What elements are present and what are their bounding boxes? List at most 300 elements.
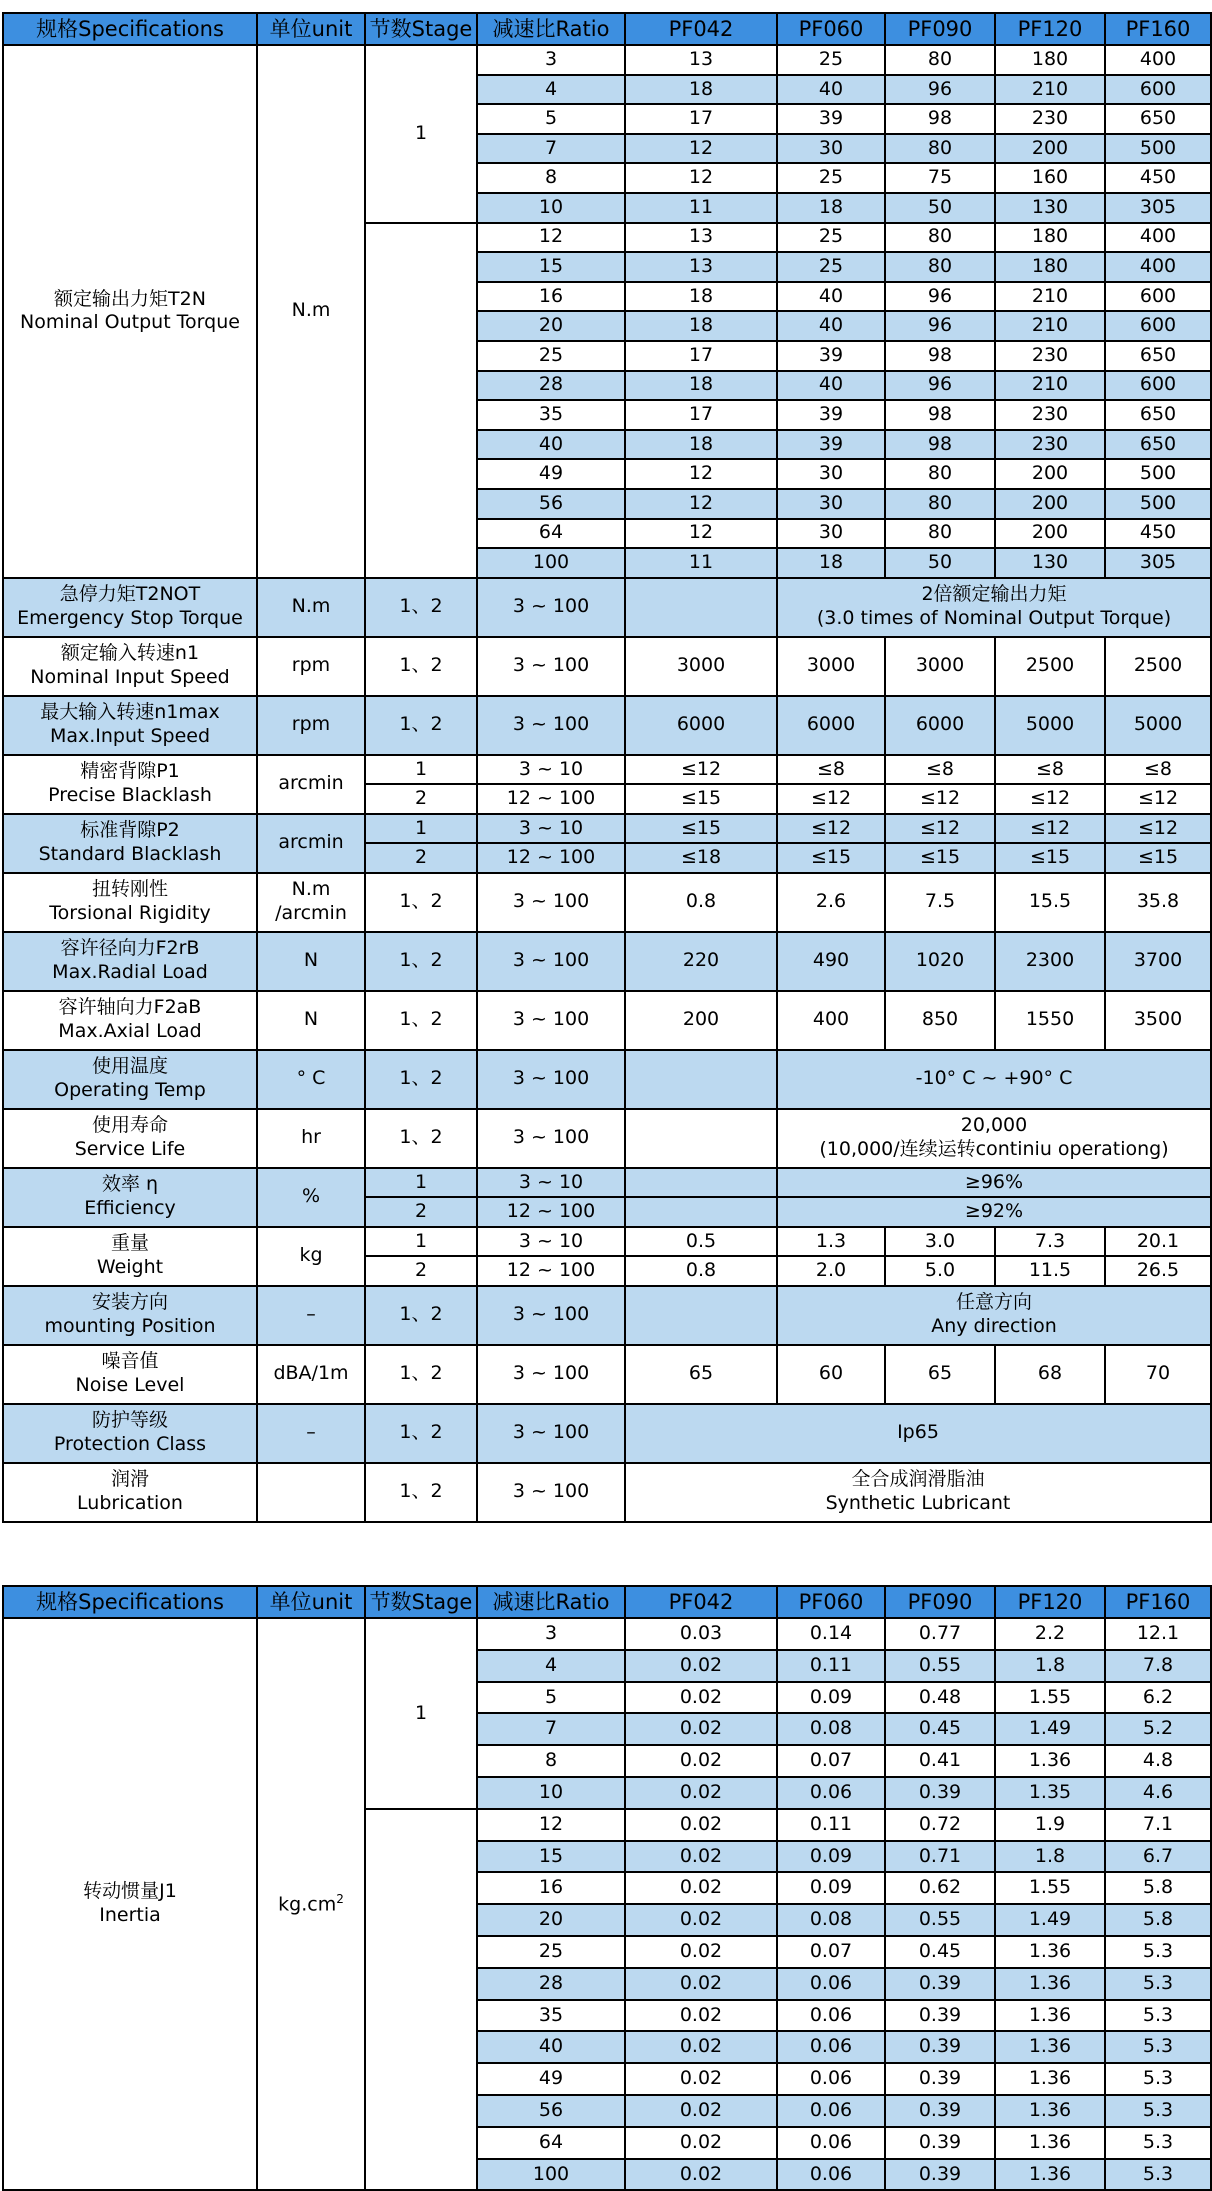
value-cell: 70 [1105,1345,1211,1404]
ratio-cell: 15 [477,252,625,282]
value-cell: 305 [1105,548,1211,578]
value-cell: 6000 [885,696,995,755]
value-cell: 12 [625,134,777,164]
value-cell: 0.39 [885,2127,995,2159]
ratio-cell: 64 [477,2127,625,2159]
value-cell-line: 全合成润滑脂油 [851,1468,985,1491]
value-cell: 0.39 [885,1777,995,1809]
value-cell: 25 [777,163,885,193]
table-row [3,1463,1211,1522]
value-cell: 75 [885,163,995,193]
ratio-cell: 3 [477,1618,625,1650]
value-cell: ≤12 [777,784,885,814]
value-cell: 0.39 [885,2159,995,2191]
value-cell [625,1286,777,1345]
spec-name-line: Efficiency [84,1197,176,1220]
value-cell: 1.36 [995,2031,1105,2063]
value-cell: ≤15 [777,843,885,873]
value-cell: 0.71 [885,1841,995,1873]
value-cell: 0.02 [625,2000,777,2032]
value-cell: 2.2 [995,1618,1105,1650]
value-cell: 4.8 [1105,1745,1211,1777]
value-cell: 210 [995,311,1105,341]
value-cell: ≤8 [777,755,885,785]
value-cell: 0.02 [625,1650,777,1682]
value-cell: 210 [995,282,1105,312]
value-cell-line: 任意方向 [955,1291,1032,1314]
value-cell: 130 [995,193,1105,223]
value-cell: 0.39 [885,2000,995,2032]
spec-name-line: Noise Level [75,1374,185,1397]
stage-cell: 1、2 [365,1109,477,1168]
value-cell: 0.39 [885,2031,995,2063]
value-cell: 3000 [625,637,777,696]
value-cell: 7.5 [885,873,995,932]
value-cell: 80 [885,489,995,519]
value-cell: 35.8 [1105,873,1211,932]
value-cell: 11 [625,548,777,578]
value-cell: 2.6 [777,873,885,932]
value-cell: 5000 [1105,696,1211,755]
spec-name-line: 转动惯量J1 [83,1880,177,1903]
value-cell: 200 [995,134,1105,164]
inertia-table [2,1585,1212,2191]
value-cell: 400 [777,991,885,1050]
ratio-cell: 3 [477,45,625,75]
ratio-cell: 4 [477,75,625,105]
spec-name [3,755,257,814]
unit-cell-line: /arcmin [275,902,347,925]
value-cell: 17 [625,341,777,371]
spec-name [3,578,257,637]
value-cell: 0.06 [777,1968,885,2000]
unit-cell: rpm [257,696,365,755]
value-cell [777,1109,1211,1168]
value-cell: 0.02 [625,1968,777,2000]
value-cell: 18 [625,430,777,460]
value-cell [625,578,777,637]
specifications-table [2,12,1212,1523]
ratio-cell: 15 [477,1841,625,1873]
value-cell: 30 [777,459,885,489]
value-cell: 18 [625,371,777,401]
table-row [3,1050,1211,1109]
stage-cell: 1、2 [365,1404,477,1463]
value-cell: 1.3 [777,1227,885,1257]
value-cell [625,1463,1211,1522]
ratio-cell: 20 [477,1904,625,1936]
value-cell: 0.8 [625,873,777,932]
value-cell: 6.2 [1105,1682,1211,1714]
header-ratio: 减速比Ratio [477,1586,625,1618]
value-cell: 6000 [625,696,777,755]
unit-cell [257,1618,365,2190]
value-cell [625,1168,777,1198]
spec-name [3,1227,257,1286]
value-cell: 220 [625,932,777,991]
unit-cell [257,1463,365,1522]
ratio-cell: 12 [477,223,625,253]
table-row [3,932,1211,991]
spec-name-line: 扭转刚性 [91,878,168,901]
ratio-cell: 40 [477,430,625,460]
value-cell: 1.36 [995,2063,1105,2095]
spec-name-line: Emergency Stop Torque [17,607,243,630]
value-cell: 1.9 [995,1809,1105,1841]
value-cell: 80 [885,459,995,489]
ratio-cell: 3 ~ 100 [477,1109,625,1168]
value-cell: 5000 [995,696,1105,755]
table-row [3,1404,1211,1463]
header-model: PF060 [777,13,885,45]
value-cell: 98 [885,430,995,460]
ratio-cell: 7 [477,1713,625,1745]
table-row [3,45,1211,75]
stage-cell: 1 [365,1618,477,1809]
value-cell [777,578,1211,637]
value-cell: 0.08 [777,1713,885,1745]
spec-name [3,1463,257,1522]
header-stage: 节数Stage [365,13,477,45]
ratio-cell: 3 ~ 100 [477,696,625,755]
table-row [3,1618,1211,1650]
value-cell: 17 [625,104,777,134]
table-row [3,1345,1211,1404]
value-cell: ≤15 [625,814,777,844]
value-cell: 1.36 [995,2159,1105,2191]
spec-name-line: Weight [96,1256,164,1279]
spec-name-line: Standard Blacklash [38,843,222,866]
value-cell: 96 [885,311,995,341]
ratio-cell: 7 [477,134,625,164]
value-cell: 650 [1105,430,1211,460]
value-cell: 0.55 [885,1904,995,1936]
spec-name-line: 容许径向力F2rB [60,937,200,960]
value-cell: 230 [995,400,1105,430]
stage-cell: 1、2 [365,1345,477,1404]
stage-cell: 1、2 [365,932,477,991]
ratio-cell: 56 [477,489,625,519]
value-cell: 500 [1105,459,1211,489]
ratio-cell: 16 [477,1872,625,1904]
spec-name [3,696,257,755]
value-cell: 3.0 [885,1227,995,1257]
value-cell: 98 [885,341,995,371]
unit-cell: – [257,1404,365,1463]
unit-cell: N [257,932,365,991]
ratio-cell: 3 ~ 100 [477,637,625,696]
value-cell: 25 [777,252,885,282]
ratio-cell: 35 [477,2000,625,2032]
value-cell: 0.02 [625,1745,777,1777]
spec-name-line: 效率 η [101,1173,159,1196]
value-cell: 230 [995,104,1105,134]
unit-cell: dBA/1m [257,1345,365,1404]
value-cell: 3500 [1105,991,1211,1050]
ratio-cell: 12 ~ 100 [477,843,625,873]
value-cell: 180 [995,252,1105,282]
ratio-cell: 3 ~ 10 [477,755,625,785]
value-cell: 130 [995,548,1105,578]
value-cell: 26.5 [1105,1256,1211,1286]
value-cell: 650 [1105,104,1211,134]
value-cell: 0.02 [625,1713,777,1745]
value-cell: 0.07 [777,1745,885,1777]
spec-name-line: 使用温度 [91,1055,168,1078]
value-cell: 0.14 [777,1618,885,1650]
value-cell: 80 [885,519,995,549]
value-cell: ≤12 [885,784,995,814]
value-cell: 96 [885,282,995,312]
ratio-cell: 40 [477,2031,625,2063]
ratio-cell: 10 [477,1777,625,1809]
value-cell: 30 [777,134,885,164]
value-cell: 210 [995,75,1105,105]
value-cell: 40 [777,282,885,312]
value-cell: 0.08 [777,1904,885,1936]
ratio-cell: 64 [477,519,625,549]
spec-name-line: 额定输入转速n1 [60,642,200,665]
unit-cell: arcmin [257,814,365,873]
value-cell: 11.5 [995,1256,1105,1286]
value-cell: 5.2 [1105,1713,1211,1745]
unit-cell: N.m [257,578,365,637]
ratio-cell: 3 ~ 100 [477,1463,625,1522]
spec-name [3,873,257,932]
ratio-cell: 56 [477,2095,625,2127]
header-model: PF120 [995,13,1105,45]
value-cell: 2300 [995,932,1105,991]
value-cell: 230 [995,341,1105,371]
value-cell: 200 [995,459,1105,489]
header-model: PF160 [1105,13,1211,45]
value-cell: 500 [1105,489,1211,519]
ratio-cell: 8 [477,163,625,193]
ratio-cell: 12 ~ 100 [477,1256,625,1286]
stage-cell: 1 [365,45,477,223]
value-cell: 13 [625,223,777,253]
stage-cell: 2 [365,1197,477,1227]
spec-name-line: 额定输出力矩T2N [54,287,206,310]
stage-cell: 1、2 [365,991,477,1050]
spec-name-line: Nominal Input Speed [30,666,230,689]
value-cell-line: 2倍额定输出力矩 [921,583,1067,606]
ratio-cell: 3 ~ 100 [477,1404,625,1463]
ratio-cell: 3 ~ 100 [477,873,625,932]
value-cell: 13 [625,45,777,75]
value-cell [625,1050,777,1109]
value-cell: 650 [1105,400,1211,430]
value-cell: 0.41 [885,1745,995,1777]
table-row [3,1109,1211,1168]
value-cell: ≥96% [777,1168,1211,1198]
spec-name [3,1168,257,1227]
unit-cell [257,873,365,932]
value-cell: 450 [1105,519,1211,549]
value-cell: ≤12 [625,755,777,785]
value-cell: 12 [625,163,777,193]
value-cell: 0.02 [625,1936,777,1968]
value-cell: 600 [1105,311,1211,341]
unit-cell-line: N.m [291,878,331,901]
value-cell: 600 [1105,371,1211,401]
value-cell: 0.39 [885,2063,995,2095]
value-cell: 80 [885,223,995,253]
unit-cell: kg [257,1227,365,1286]
value-cell: 0.09 [777,1872,885,1904]
spec-name-line: Lubrication [77,1492,183,1515]
value-cell: 0.55 [885,1650,995,1682]
ratio-cell: 3 ~ 100 [477,578,625,637]
value-cell: ≤12 [1105,784,1211,814]
value-cell: 1.36 [995,2127,1105,2159]
value-cell: 0.39 [885,1968,995,2000]
ratio-cell: 8 [477,1745,625,1777]
ratio-cell: 3 ~ 100 [477,932,625,991]
value-cell: 1.36 [995,2000,1105,2032]
value-cell: 0.02 [625,2031,777,2063]
value-cell: 0.48 [885,1682,995,1714]
spec-name-line: 防护等级 [91,1409,168,1432]
value-cell: 160 [995,163,1105,193]
stage-cell: 1、2 [365,1050,477,1109]
unit-text: kg.cm [278,1892,337,1915]
value-cell: 0.02 [625,2159,777,2191]
stage-cell: 1、2 [365,1286,477,1345]
value-cell: 450 [1105,163,1211,193]
value-cell: 400 [1105,223,1211,253]
value-cell-line: (10,000/连续运转continiu operationg) [819,1138,1169,1161]
table-row [3,873,1211,932]
spec-name-line: 安装方向 [91,1291,168,1314]
value-cell: 0.39 [885,2095,995,2127]
spec-name-line: Nominal Output Torque [20,311,240,334]
value-cell: 98 [885,400,995,430]
value-cell: 5.3 [1105,2031,1211,2063]
value-cell: 0.06 [777,2000,885,2032]
spec-name-line: Operating Temp [54,1079,206,1102]
value-cell: 98 [885,104,995,134]
value-cell: 0.06 [777,1777,885,1809]
table-row [3,991,1211,1050]
spec-name [3,1286,257,1345]
value-cell: 39 [777,400,885,430]
value-cell: 4.6 [1105,1777,1211,1809]
spec-name-line: 急停力矩T2NOT [59,583,201,606]
spec-name-line: Protection Class [53,1433,207,1456]
value-cell-line: Synthetic Lubricant [825,1492,1011,1515]
value-cell: 5.3 [1105,2159,1211,2191]
stage-cell: 1、2 [365,696,477,755]
value-cell: 305 [1105,193,1211,223]
value-cell: 0.62 [885,1872,995,1904]
value-cell: 0.02 [625,1777,777,1809]
header-model: PF120 [995,1586,1105,1618]
spec-name [3,991,257,1050]
value-cell: 25 [777,45,885,75]
value-cell: ≤12 [885,814,995,844]
spec-name-line: Max.Input Speed [49,725,211,748]
value-cell: ≤15 [995,843,1105,873]
value-cell: 0.02 [625,1682,777,1714]
value-cell: ≤18 [625,843,777,873]
table-row [3,637,1211,696]
header-ratio: 减速比Ratio [477,13,625,45]
value-cell: 180 [995,45,1105,75]
value-cell: 40 [777,311,885,341]
value-cell: 96 [885,75,995,105]
value-cell: 40 [777,75,885,105]
spec-name [3,1050,257,1109]
value-cell: 0.02 [625,2127,777,2159]
ratio-cell: 16 [477,282,625,312]
table-row [3,696,1211,755]
ratio-cell: 100 [477,2159,625,2191]
value-cell: 1.8 [995,1841,1105,1873]
stage-cell: 2 [365,843,477,873]
value-cell: 7.1 [1105,1809,1211,1841]
value-cell: 1.55 [995,1872,1105,1904]
spec-name-line: 精密背隙P1 [80,760,180,783]
value-cell: 39 [777,430,885,460]
header-model: PF090 [885,13,995,45]
value-cell: 500 [1105,134,1211,164]
unit-superscript: 2 [336,1891,344,1906]
ratio-cell: 3 ~ 100 [477,1345,625,1404]
value-cell: 200 [995,519,1105,549]
value-cell: 39 [777,104,885,134]
value-cell-line: 20,000 [960,1114,1028,1137]
value-cell: 0.02 [625,1904,777,1936]
ratio-cell: 25 [477,1936,625,1968]
value-cell: 50 [885,548,995,578]
value-cell: 1.49 [995,1904,1105,1936]
unit-cell: % [257,1168,365,1227]
value-cell: 5.8 [1105,1872,1211,1904]
ratio-cell: 3 ~ 10 [477,1168,625,1198]
stage-cell: 1 [365,814,477,844]
ratio-cell: 28 [477,1968,625,2000]
value-cell: 65 [625,1345,777,1404]
value-cell: 12 [625,459,777,489]
unit-cell: arcmin [257,755,365,814]
value-cell: 3000 [885,637,995,696]
value-cell: ≤15 [885,843,995,873]
header-spec: 规格Specifications [3,1586,257,1618]
value-cell: 30 [777,519,885,549]
value-cell: 0.11 [777,1650,885,1682]
value-cell: 60 [777,1345,885,1404]
value-cell: 5.3 [1105,2063,1211,2095]
value-cell: 5.3 [1105,1968,1211,2000]
value-cell: 0.45 [885,1936,995,1968]
value-cell [625,1197,777,1227]
value-cell: 18 [777,548,885,578]
spec-name [3,1109,257,1168]
value-cell: 3700 [1105,932,1211,991]
value-cell: 18 [777,193,885,223]
ratio-cell: 4 [477,1650,625,1682]
value-cell-line: (3.0 times of Nominal Output Torque) [816,607,1172,630]
value-cell: 0.06 [777,2095,885,2127]
table-row [3,1227,1211,1257]
value-cell: 6000 [777,696,885,755]
value-cell: 13 [625,252,777,282]
spec-name-line: 润滑 [110,1468,149,1491]
spec-name-line: Service Life [74,1138,186,1161]
value-cell: 1.35 [995,1777,1105,1809]
value-cell: 5.3 [1105,1936,1211,1968]
